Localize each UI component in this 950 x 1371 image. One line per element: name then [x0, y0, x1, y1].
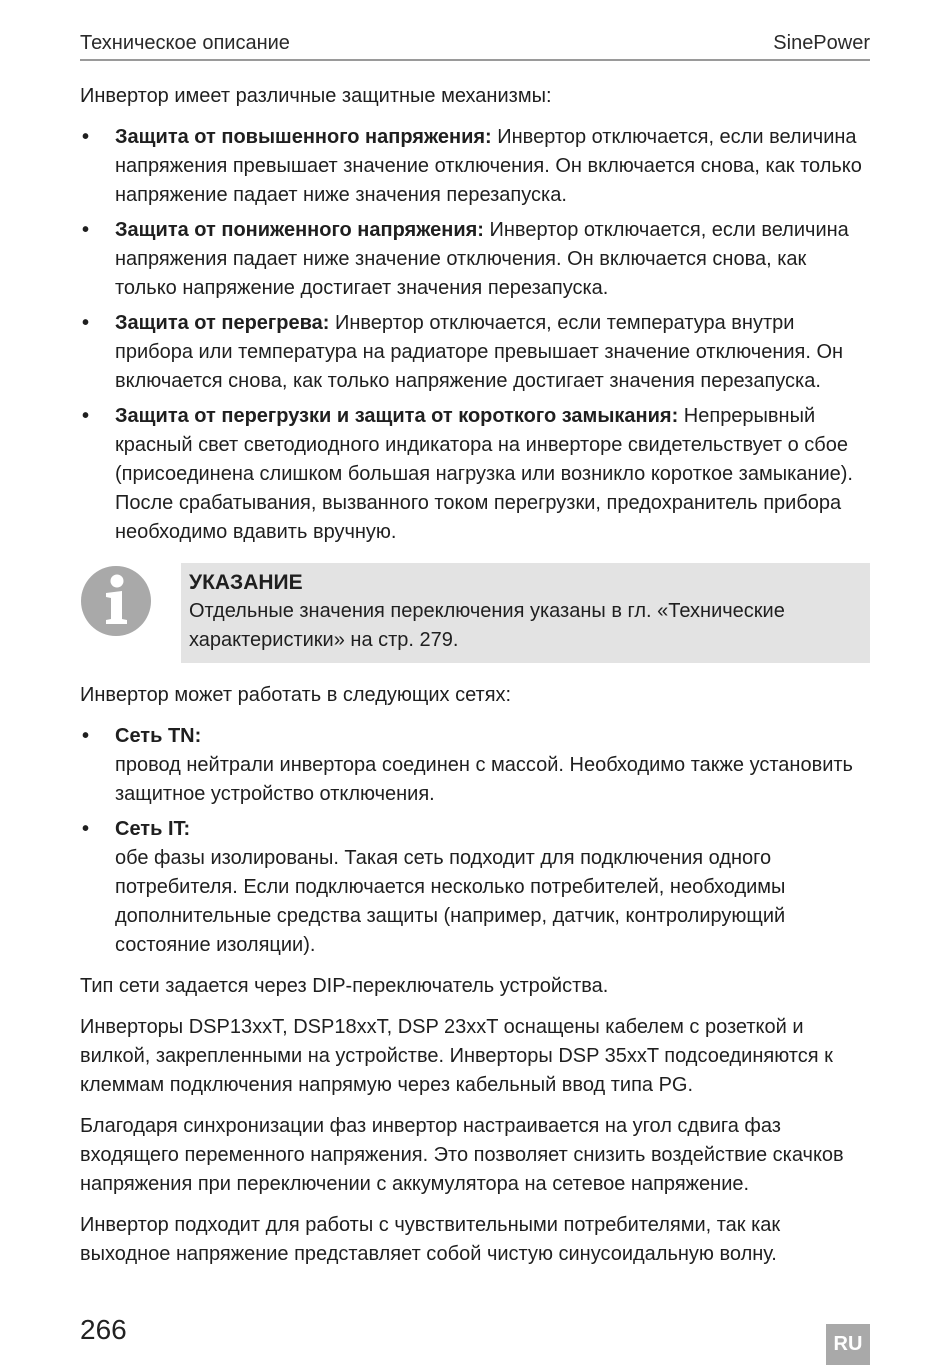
- protection-text: Непрерывный красный свет светодиодного индикатора на инверторе свидетельствует о сбое (присоединена слишком большая нагрузка или возникло короткое замыкание). После срабатывания, вызванного током перегрузки, предохранитель прибора необходимо вдавить вручную.: [115, 405, 853, 543]
- header-section-title: Техническое описание: [80, 32, 290, 54]
- body-paragraph: Инвертор подходит для работы с чувствительными потребителями, так как выходное напряжение представляет собой чистую синусоидальную волну.: [80, 1214, 781, 1265]
- protection-title: Защита от повышенного напряжения:: [115, 126, 492, 148]
- language-badge: RU: [826, 1324, 870, 1365]
- network-text: провод нейтрали инвертора соединен с массой. Необходимо также установить защитное устройство отключения.: [115, 754, 853, 805]
- body-paragraph: Тип сети задается через DIP-переключатель устройства.: [80, 975, 609, 997]
- bullet-icon: •: [82, 312, 90, 334]
- header-product-name: SinePower: [773, 32, 870, 54]
- network-text: обе фазы изолированы. Такая сеть подходит для подключения одного потребителя. Если подключается несколько потребителей, необходимы дополнительные средства защиты (например, датчик, контролирующий состояние изоляции).: [115, 847, 786, 956]
- list-item: [80, 402, 870, 547]
- network-title: Сеть TN:: [115, 725, 202, 747]
- bullet-icon: •: [82, 725, 90, 747]
- protection-text: Инвертор отключается, если величина напряжения превышает значение отключения. Он включается снова, как только напряжение падает ниже значения перезапуска.: [115, 126, 862, 206]
- bullet-icon: •: [82, 405, 90, 427]
- list-item: [80, 123, 870, 210]
- info-icon: [80, 565, 152, 637]
- page-number: 266: [80, 1314, 127, 1345]
- intro-paragraph: Инвертор имеет различные защитные механизмы:: [80, 85, 552, 107]
- bullet-icon: •: [82, 126, 90, 148]
- network-title: Сеть IT:: [115, 818, 191, 840]
- list-item: [80, 216, 870, 303]
- bullet-icon: •: [82, 219, 90, 241]
- bullet-icon: •: [82, 818, 90, 840]
- protection-title: Защита от перегрева:: [115, 312, 330, 334]
- protection-title: Защита от пониженного напряжения:: [115, 219, 484, 241]
- protection-text: Инвертор отключается, если температура внутри прибора или температура на радиаторе превышает значение отключения. Он включается снова, как только напряжение достигает значения перезапуска.: [115, 312, 844, 392]
- note-text: Отдельные значения переключения указаны в гл. «Технические характеристики» на стр. 279.: [189, 600, 785, 651]
- network-list: [80, 722, 870, 960]
- list-item: [80, 309, 870, 396]
- list-item: [80, 722, 870, 809]
- page-content: [80, 82, 870, 1281]
- note-block: [80, 563, 870, 663]
- list-item: [80, 815, 870, 960]
- networks-intro: Инвертор может работать в следующих сетях:: [80, 684, 512, 706]
- protection-title: Защита от перегрузки и защита от короткого замыкания:: [115, 405, 679, 427]
- note-title: УКАЗАНИЕ: [189, 571, 303, 594]
- body-paragraph: Инверторы DSP13xxT, DSP18xxT, DSP 23xxT оснащены кабелем с розеткой и вилкой, закрепленными на устройстве. Инверторы DSP 35xxT подсоединяются к клеммам подключения напрямую через кабельный ввод типа PG.: [80, 1016, 833, 1096]
- note-box: [181, 563, 870, 663]
- protection-text: Инвертор отключается, если величина напряжения падает ниже значение отключения. Он включается снова, как только напряжение достигает значения перезапуска.: [115, 219, 849, 299]
- body-paragraph: Благодаря синхронизации фаз инвертор настраивается на угол сдвига фаз входящего переменного напряжения. Это позволяет снизить воздействие скачков напряжения при переключении с аккумулятора на сетевое напряжение.: [80, 1115, 844, 1195]
- page-header: [80, 31, 870, 61]
- protection-list: [80, 123, 870, 547]
